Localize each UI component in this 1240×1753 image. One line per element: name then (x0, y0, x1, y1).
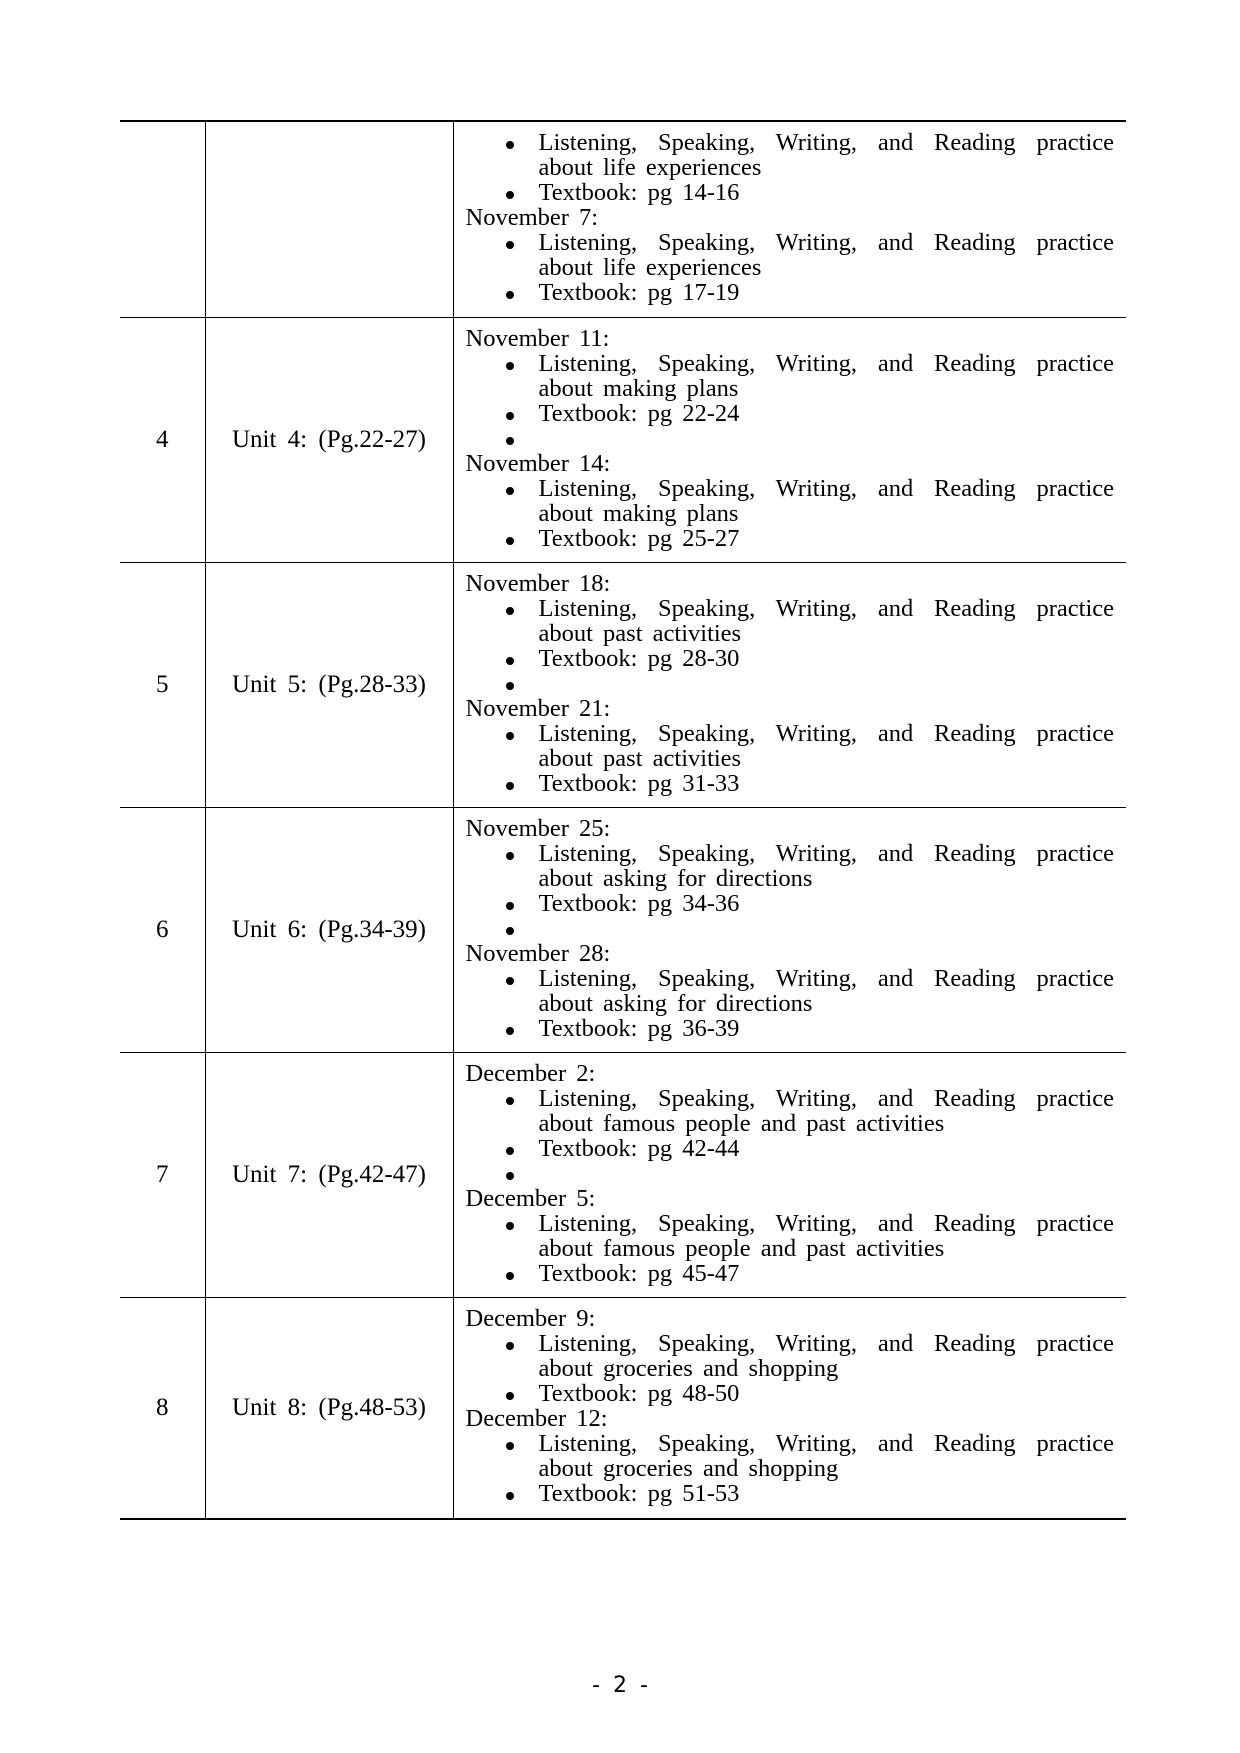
table-row (120, 1052, 1126, 1297)
list-item (466, 721, 1115, 771)
unit-cell: Unit 8: (Pg.48-53) (205, 1297, 453, 1519)
item-text: Listening, Speaking, Writing, and Reading practice (538, 964, 1114, 992)
table-row (120, 317, 1126, 562)
table-row (120, 1297, 1126, 1519)
list-item (466, 351, 1115, 401)
item-text: Textbook: pg 34-36 (538, 889, 740, 917)
item-list (466, 1086, 1115, 1186)
item-text-continued: about famous people and past activities (538, 1109, 945, 1137)
item-list (466, 841, 1115, 941)
list-item (466, 1086, 1115, 1136)
list-item (466, 671, 1115, 696)
item-list (466, 1211, 1115, 1286)
list-item (466, 646, 1115, 671)
item-text-continued: about making plans (538, 374, 739, 402)
list-item (466, 280, 1115, 305)
session-date: November 21: (465, 694, 611, 722)
week-cell (120, 121, 205, 317)
unit-cell (205, 121, 453, 317)
week-cell: 8 (120, 1297, 205, 1519)
session-date: November 18: (465, 569, 611, 597)
list-item (466, 476, 1115, 526)
item-text: Textbook: pg 45-47 (538, 1259, 740, 1287)
list-item (466, 1331, 1115, 1381)
item-list (466, 596, 1115, 696)
item-text: Listening, Speaking, Writing, and Reading practice (538, 474, 1114, 502)
item-list (466, 130, 1115, 205)
session-date: December 2: (465, 1059, 596, 1087)
item-text: Listening, Speaking, Writing, and Reading practice (538, 349, 1114, 377)
session-date: December 9: (465, 1304, 596, 1332)
item-text: Listening, Speaking, Writing, and Reading practice (538, 719, 1114, 747)
item-text-continued: about making plans (538, 499, 739, 527)
list-item (466, 1261, 1115, 1286)
item-text-continued: about famous people and past activities (538, 1234, 945, 1262)
content-cell (453, 807, 1126, 1052)
list-item (466, 1381, 1115, 1406)
item-text: Listening, Speaking, Writing, and Reading practice (538, 1209, 1114, 1237)
item-text: Listening, Speaking, Writing, and Reading practice (538, 594, 1114, 622)
item-text: Textbook: pg 48-50 (538, 1379, 740, 1407)
week-cell: 7 (120, 1052, 205, 1297)
item-text: Listening, Speaking, Writing, and Reading practice (538, 1429, 1114, 1457)
item-text-continued: about asking for directions (538, 864, 813, 892)
item-text (539, 916, 1115, 941)
content-cell (453, 562, 1126, 807)
item-list (466, 721, 1115, 796)
item-text: Textbook: pg 25-27 (538, 524, 740, 552)
item-text (539, 671, 1115, 696)
list-item (466, 966, 1115, 1016)
item-text: Textbook: pg 17-19 (538, 279, 740, 306)
content-cell (453, 1052, 1126, 1297)
item-text-continued: about life experiences (538, 154, 762, 181)
schedule-table-body (120, 121, 1126, 1519)
session-date: November 7: (465, 204, 599, 231)
list-item (466, 1431, 1115, 1481)
item-list (466, 351, 1115, 451)
list-item (466, 771, 1115, 796)
item-text: Textbook: pg 31-33 (538, 769, 740, 797)
item-text: Listening, Speaking, Writing, and Reading practice (538, 1329, 1114, 1357)
list-item (466, 1161, 1115, 1186)
item-text-continued: about life experiences (538, 254, 762, 281)
week-cell: 5 (120, 562, 205, 807)
item-text-continued: about past activities (538, 619, 742, 647)
list-item (466, 426, 1115, 451)
item-text: Listening, Speaking, Writing, and Reading practice (538, 839, 1114, 867)
item-text-continued: about groceries and shopping (538, 1354, 839, 1382)
item-text (539, 1161, 1115, 1186)
week-cell: 4 (120, 317, 205, 562)
list-item (466, 841, 1115, 891)
item-list (466, 1331, 1115, 1406)
page-number: - 2 - (592, 1673, 648, 1698)
list-item (466, 526, 1115, 551)
session-date: November 28: (465, 939, 611, 967)
list-item (466, 1481, 1115, 1506)
list-item (466, 1136, 1115, 1161)
item-text: Textbook: pg 14-16 (538, 179, 740, 206)
item-text: Textbook: pg 51-53 (538, 1479, 740, 1507)
table-row (120, 807, 1126, 1052)
week-cell: 6 (120, 807, 205, 1052)
item-text: Textbook: pg 22-24 (538, 399, 740, 427)
item-text-continued: about past activities (538, 744, 742, 772)
list-item (466, 230, 1115, 280)
session-date: December 5: (465, 1184, 596, 1212)
unit-cell: Unit 5: (Pg.28-33) (205, 562, 453, 807)
item-text: Textbook: pg 28-30 (538, 644, 740, 672)
item-list (466, 476, 1115, 551)
list-item (466, 401, 1115, 426)
session-date: November 14: (465, 449, 611, 477)
session-date: November 11: (465, 324, 610, 352)
content-cell (453, 121, 1126, 317)
unit-cell: Unit 7: (Pg.42-47) (205, 1052, 453, 1297)
list-item (466, 596, 1115, 646)
unit-cell: Unit 4: (Pg.22-27) (205, 317, 453, 562)
unit-cell: Unit 6: (Pg.34-39) (205, 807, 453, 1052)
list-item (466, 1016, 1115, 1041)
list-item (466, 891, 1115, 916)
list-item (466, 916, 1115, 941)
list-item (466, 180, 1115, 205)
item-text-continued: about groceries and shopping (538, 1454, 839, 1482)
list-item (466, 130, 1115, 180)
item-list (466, 1431, 1115, 1506)
table-row (120, 121, 1126, 317)
content-cell (453, 1297, 1126, 1519)
item-list (466, 230, 1115, 305)
schedule-table (120, 120, 1126, 1520)
item-text: Listening, Speaking, Writing, and Reading practice (538, 129, 1114, 156)
item-text (539, 426, 1115, 451)
content-cell (453, 317, 1126, 562)
item-list (466, 966, 1115, 1041)
item-text: Listening, Speaking, Writing, and Reading practice (538, 1084, 1114, 1112)
list-item (466, 1211, 1115, 1261)
item-text: Listening, Speaking, Writing, and Reading practice (538, 229, 1114, 256)
item-text-continued: about asking for directions (538, 989, 813, 1017)
session-date: December 12: (465, 1404, 608, 1432)
item-text: Textbook: pg 36-39 (538, 1014, 740, 1042)
item-text: Textbook: pg 42-44 (538, 1134, 740, 1162)
table-row (120, 562, 1126, 807)
session-date: November 25: (465, 814, 611, 842)
